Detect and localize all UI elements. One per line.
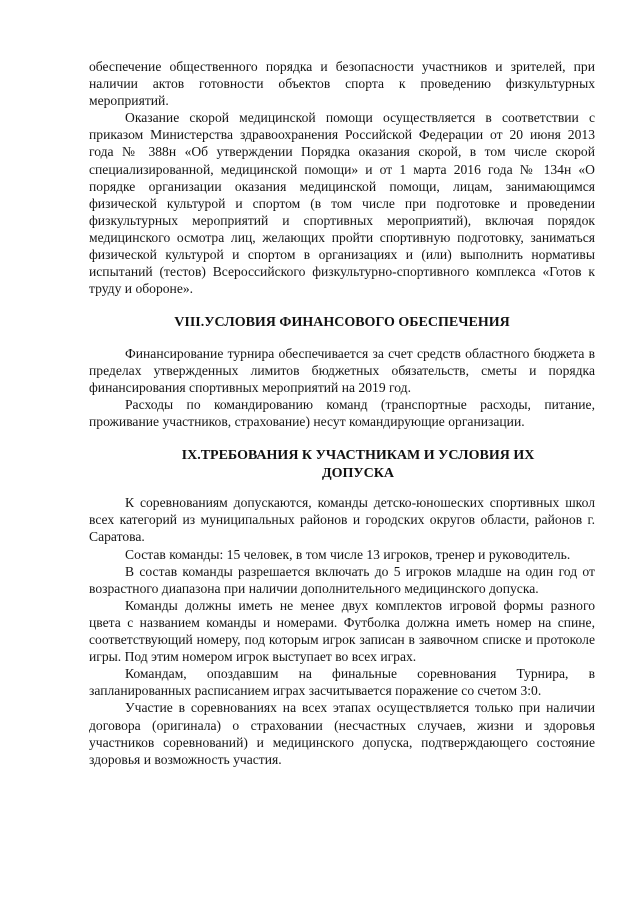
paragraph-team-composition: Состав команды: 15 человек, в том числе 13 игроков, тренер и руководитель. bbox=[125, 546, 571, 562]
paragraph-insurance: Участие в соревнованиях на всех этапах осуществляется только при наличии договора (оригинала) о страховании (несчастных случаев, жизни и здоровья участников соревнований) и медицинского допуска, подтверждающего состояние здоровья и возможность участия. bbox=[89, 700, 595, 767]
paragraph-younger-players: В состав команды разрешается включать до 5 игроков младше на один год от возрастного диапазона при наличии дополнительного медицинского допуска. bbox=[89, 563, 595, 596]
section-heading-financing: VIII.УСЛОВИЯ ФИНАНСОВОГО ОБЕСПЕЧЕНИЯ bbox=[174, 315, 510, 331]
section-heading-participants-line2: ДОПУСКА bbox=[321, 465, 395, 481]
paragraph-security-continuation: обеспечение общественного порядка и безопасности участников и зрителей, при наличии актов готовности объектов спорта к проведению физкультурных мероприятий. bbox=[89, 59, 595, 109]
section-heading-participants bbox=[89, 447, 595, 482]
section-heading-participants-line1: IX.ТРЕБОВАНИЯ К УЧАСТНИКАМ И УСЛОВИЯ ИХ bbox=[181, 448, 535, 464]
paragraph-financing-budget: Финансирование турнира обеспечивается за счет средств областного бюджета в пределах утвержденных лимитов бюджетных обязательств, сметы и порядка финансирования спортивных мероприятий на 2019 год. bbox=[89, 345, 595, 395]
paragraph-ambulance: Оказание скорой медицинской помощи осуществляется в соответствии с приказом Министерства здравоохранения Российской Федерации от 20 июня 2013 года № 388н «Об утверждении Порядка оказания скорой, в том числе скорой специализированной, медицинской помощи» и от 1 марта 2016 года № 134н «О порядке организации оказания медицинской помощи, лицам, занимающимся физической культурой и спортом (в том числе при подготовке и проведении физкультурных мероприятий и спортивных мероприятий), включая порядок медицинского осмотра лиц, желающих пройти спортивную подготовку, заниматься физической культурой и спортом в организациях и (или) выполнить нормативы испытаний (тестов) Всероссийского физкультурно-спортивного комплекса «Готов к труду и обороне». bbox=[89, 110, 595, 297]
paragraph-admission: К соревнованиям допускаются, команды детско-юношеских спортивных школ всех категорий из муниципальных районов и городских округов области, районов г. Саратова. bbox=[89, 495, 595, 545]
paragraph-uniforms: Команды должны иметь не менее двух комплектов игровой формы разного цвета с названием команды и номерами. Футболка должна иметь номер на спине, соответствующий номеру, под которым игрок записан в заявочном списке и протоколе игры. Под этим номером игрок выступает во всех играх. bbox=[89, 597, 595, 665]
page-body bbox=[89, 58, 595, 768]
paragraph-late-teams: Командам, опоздавшим на финальные соревнования Турнира, в запланированных расписанием играх засчитывается поражение со счетом 3:0. bbox=[89, 666, 595, 699]
paragraph-financing-expenses: Расходы по командированию команд (транспортные расходы, питание, проживание участников, страхование) несут командирующие организации. bbox=[89, 397, 595, 430]
